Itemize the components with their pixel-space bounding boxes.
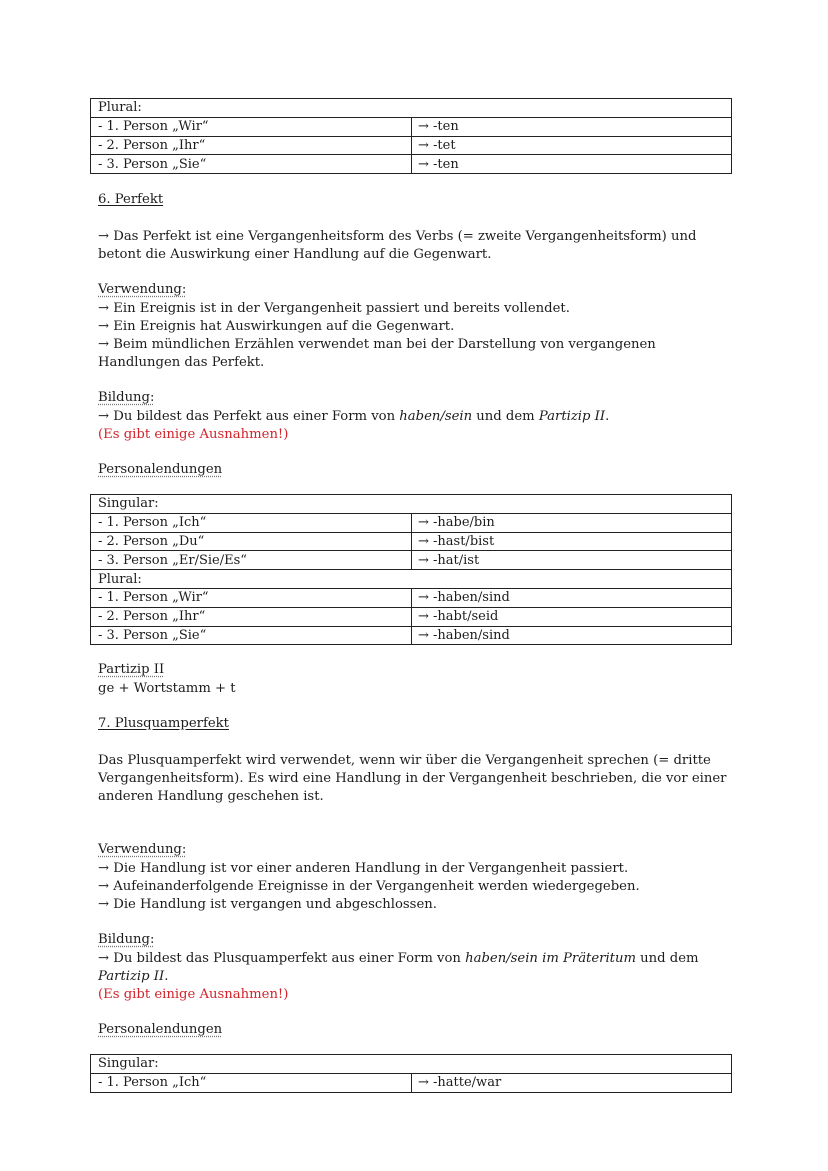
bildung-italic-praeteritum: haben/sein im Präteritum [465, 951, 636, 966]
bildung-italic-partizip: Partizip II [98, 969, 165, 984]
perfekt-exception-note: (Es gibt einige Ausnahmen!) [98, 427, 289, 442]
plusquamperfekt-bildung-heading: Bildung: [98, 932, 155, 947]
plusquamperfekt-intro-line: anderen Handlung geschehen ist. [98, 789, 324, 804]
table-header: Singular: [91, 495, 732, 514]
perfekt-personalendungen-heading: Personalendungen [98, 462, 223, 477]
table-cell: - 2. Person „Ihr“ [91, 607, 412, 626]
plural-endings-table [90, 98, 732, 174]
bildung-text-part: und dem [635, 951, 699, 966]
table-row [91, 588, 732, 607]
table-cell: - 1. Person „Ich“ [91, 1073, 412, 1092]
perfekt-verwendung-item: → Ein Ereignis ist in der Vergangenheit passiert und bereits vollendet. [98, 301, 570, 316]
table-row [91, 532, 732, 551]
table-cell: - 1. Person „Wir“ [91, 588, 412, 607]
table-cell: → -haben/sind [412, 626, 732, 645]
table-row [91, 626, 732, 645]
perfekt-endings-table [90, 494, 732, 645]
table-row [91, 99, 732, 118]
bildung-text-part: → Du bildest das Plusquamperfekt aus einer Form von [98, 951, 466, 966]
perfekt-verwendung-item: → Beim mündlichen Erzählen verwendet man bei der Darstellung von vergangenen [98, 337, 656, 352]
bildung-text-part: → Du bildest das Perfekt aus einer Form von [98, 409, 400, 424]
plusquamperfekt-intro-line: Das Plusquamperfekt wird verwendet, wenn wir über die Vergangenheit sprechen (= dritte [98, 753, 711, 768]
partizip-formula: ge + Wortstamm + t [98, 681, 236, 696]
table-cell: → -hast/bist [412, 532, 732, 551]
table-row [91, 551, 732, 570]
plusquamperfekt-exception-note: (Es gibt einige Ausnahmen!) [98, 987, 289, 1002]
bildung-text-part: . [164, 969, 169, 984]
table-header: Plural: [91, 99, 732, 118]
plusquamperfekt-bildung-text-cont [98, 968, 168, 986]
table-cell: - 1. Person „Ich“ [91, 513, 412, 532]
table-header: Singular: [91, 1055, 732, 1074]
perfekt-verwendung-heading: Verwendung: [98, 282, 187, 297]
table-cell: - 2. Person „Du“ [91, 532, 412, 551]
table-header: Plural: [91, 570, 732, 589]
table-cell: → -ten [412, 117, 732, 136]
table-cell: - 2. Person „Ihr“ [91, 136, 412, 155]
table-cell: → -haben/sind [412, 588, 732, 607]
table-cell: → -tet [412, 136, 732, 155]
table-cell: → -hat/ist [412, 551, 732, 570]
perfekt-intro-line-1: → Das Perfekt ist eine Vergangenheitsform des Verbs (= zweite Vergangenheitsform) und [98, 229, 697, 244]
plusquamperfekt-verwendung-item: → Die Handlung ist vor einer anderen Handlung in der Vergangenheit passiert. [98, 861, 629, 876]
perfekt-verwendung-item: Handlungen das Perfekt. [98, 355, 265, 370]
perfekt-intro-line-2: betont die Auswirkung einer Handlung auf die Gegenwart. [98, 247, 492, 262]
perfekt-bildung-heading: Bildung: [98, 390, 155, 405]
table-row [91, 136, 732, 155]
perfekt-verwendung-item: → Ein Ereignis hat Auswirkungen auf die Gegenwart. [98, 319, 455, 334]
plusquamperfekt-bildung-text [98, 950, 699, 968]
table-cell: - 3. Person „Sie“ [91, 155, 412, 174]
table-row [91, 607, 732, 626]
plusquamperfekt-endings-table [90, 1054, 732, 1093]
bildung-text-part: und dem [472, 409, 539, 424]
table-row [91, 117, 732, 136]
section-heading-perfekt: 6. Perfekt [98, 192, 164, 207]
section-heading-plusquamperfekt: 7. Plusquamperfekt [98, 716, 229, 731]
plusquamperfekt-personalendungen-heading: Personalendungen [98, 1022, 223, 1037]
bildung-italic-haben-sein: haben/sein [399, 409, 473, 424]
plusquamperfekt-verwendung-heading: Verwendung: [98, 842, 187, 857]
plusquamperfekt-verwendung-item: → Die Handlung ist vergangen und abgeschlossen. [98, 897, 437, 912]
table-row [91, 570, 732, 589]
table-cell: → -hatte/war [412, 1073, 732, 1092]
plusquamperfekt-intro-line: Vergangenheitsform). Es wird eine Handlung in der Vergangenheit beschrieben, die vor einer [98, 771, 727, 786]
table-cell: → -ten [412, 155, 732, 174]
table-row [91, 1055, 732, 1074]
plusquamperfekt-verwendung-item: → Aufeinanderfolgende Ereignisse in der Vergangenheit werden wiedergegeben. [98, 879, 640, 894]
perfekt-bildung-text [98, 408, 609, 426]
table-cell: - 1. Person „Wir“ [91, 117, 412, 136]
bildung-italic-partizip: Partizip II [538, 409, 606, 424]
table-row [91, 155, 732, 174]
table-cell: - 3. Person „Er/Sie/Es“ [91, 551, 412, 570]
partizip-heading: Partizip II [98, 662, 165, 677]
table-row [91, 495, 732, 514]
table-cell: → -habe/bin [412, 513, 732, 532]
table-cell: → -habt/seid [412, 607, 732, 626]
table-row [91, 513, 732, 532]
table-cell: - 3. Person „Sie“ [91, 626, 412, 645]
table-row [91, 1073, 732, 1092]
bildung-text-part: . [605, 409, 610, 424]
